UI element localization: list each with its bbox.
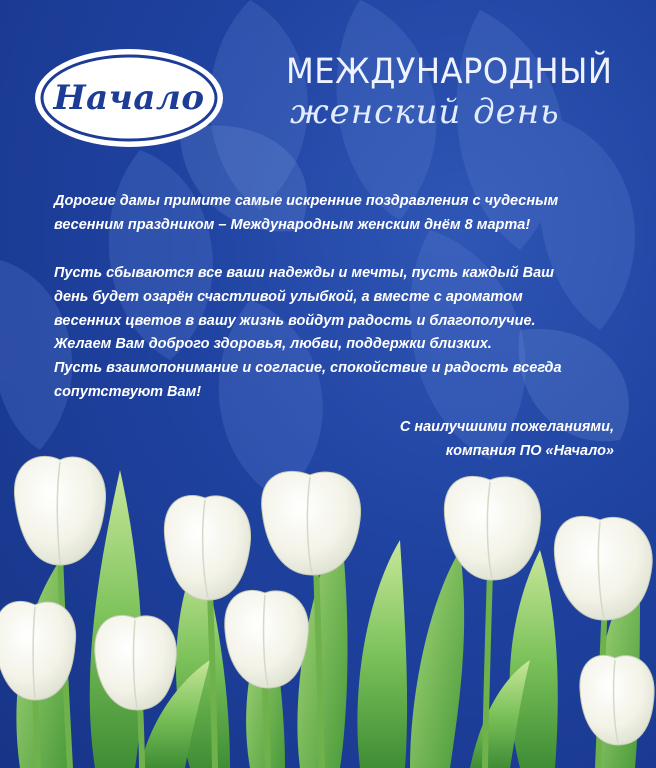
page-subtitle: женский день [290, 92, 560, 132]
message-line: Пусть сбываются все ваши надежды и мечты, пусть каждый Ваш [54, 265, 555, 281]
message-line: Дорогие дамы примите самые искренние поздравления с чудесным [54, 193, 559, 209]
message-line: весенних цветов в вашу жизнь войдут радость и благополучие. [54, 312, 536, 329]
message-paragraph-2 [54, 262, 624, 405]
message-paragraph-1 [54, 190, 624, 238]
logo-text: Начало [53, 78, 205, 118]
message-line: сопутствуют Вам! [54, 383, 202, 400]
signature-line-2: компания ПО «Начало» [445, 442, 614, 459]
message-line: день будет озарён счастливой улыбкой, а вместе с ароматом [54, 288, 523, 305]
page-title: МЕЖДУНАРОДНЫЙ [286, 52, 613, 92]
message-line: Желаем Вам доброго здоровья, любви, поддержки близких. [54, 336, 492, 353]
message-line: Пусть взаимопонимание и согласие, спокойствие и радость всегда [54, 360, 562, 377]
signature-line-1: С наилучшими пожеланиями, [399, 419, 614, 435]
company-logo [32, 46, 226, 150]
white-tulips-illustration [0, 440, 656, 768]
message-line: весенним праздником – Международным женским днём 8 марта! [54, 216, 531, 233]
